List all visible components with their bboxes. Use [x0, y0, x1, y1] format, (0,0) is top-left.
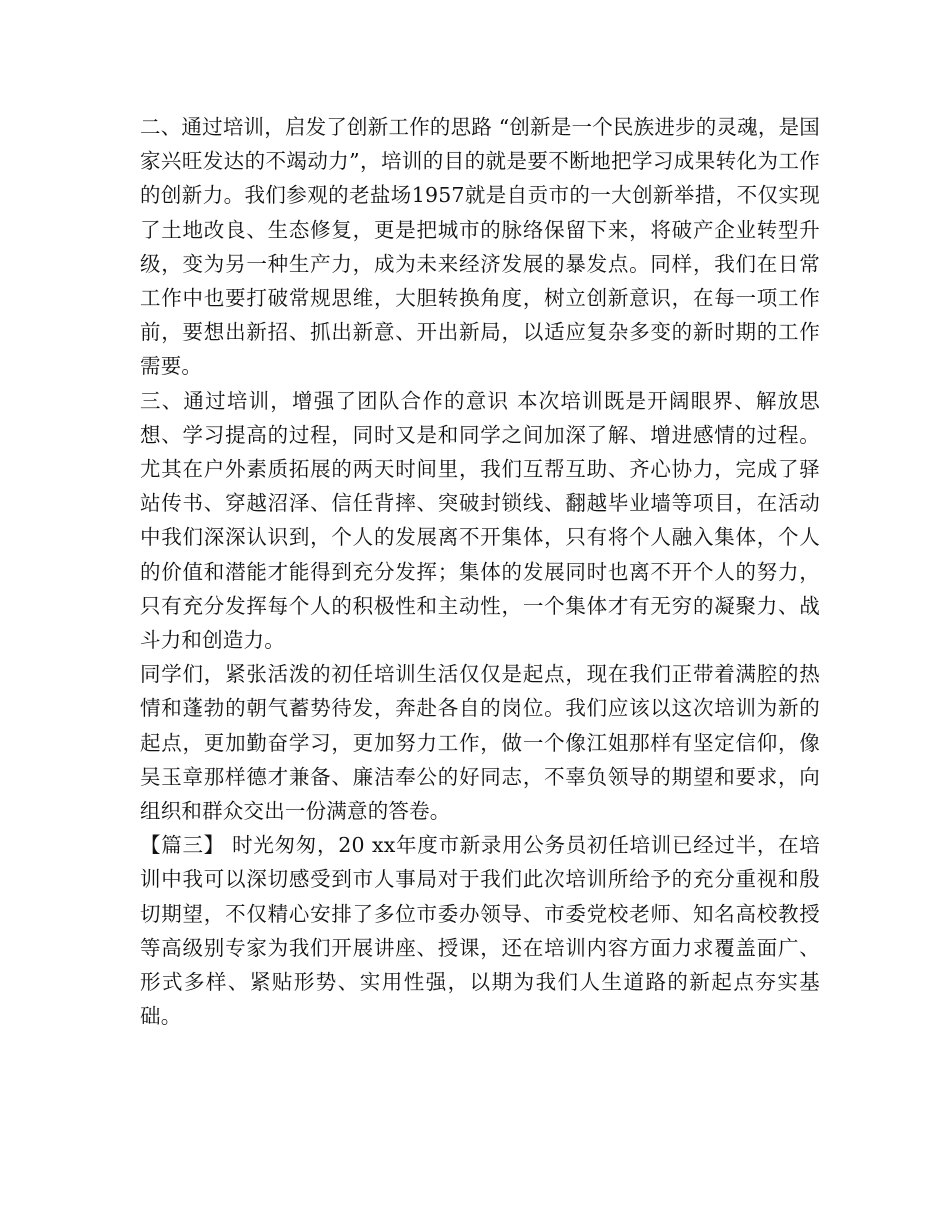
paragraph-classmates: 同学们，紧张活泼的初任培训生活仅仅是起点，现在我们正带着满腔的热情和蓬勃的朝气蓄势待发，奔赴各自的岗位。我们应该以这次培训为新的起点，更加勤奋学习，更加努力工作，做一个像江姐那样有坚定信仰，像吴玉章那样德才兼备、廉洁奉公的好同志，不辜负领导的期望和要求，向组织和群众交出一份满意的答卷。: [140, 662, 820, 824]
document-page: [140, 110, 820, 1033]
paragraph-teamwork: 三、通过培训，增强了团队合作的意识 本次培训既是开阔眼界、解放思想、学习提高的过程，同时又是和同学之间加深了解、增进感情的过程。尤其在户外素质拓展的两天时间里，我们互帮互助、齐心协力，完成了驿站传书、穿越沼泽、信任背摔、突破封锁线、翻越毕业墙等项目，在活动中我们深深认识到，个人的发展离不开集体，只有将个人融入集体，个人的价值和潜能才能得到充分发挥；集体的发展同时也离不开个人的努力，只有充分发挥每个人的积极性和主动性，一个集体才有无穷的凝聚力、战斗力和创造力。: [140, 388, 820, 653]
paragraph-part-three: 【篇三】 时光匆匆，20 xx年度市新录用公务员初任培训已经过半，在培训中我可以深切感受到市人事局对于我们此次培训所给予的充分重视和殷切期望，不仅精心安排了多位市委办领导、市委党校老师、知名高校教授等高级别专家为我们开展讲座、授课，还在培训内容方面力求覆盖面广、形式多样、紧贴形势、实用性强，以期为我们人生道路的新起点夯实基础。: [140, 833, 820, 1029]
paragraph-innovation: 二、通过培训，启发了创新工作的思路 “创新是一个民族进步的灵魂，是国家兴旺发达的不竭动力”，培训的目的就是要不断地把学习成果转化为工作的创新力。我们参观的老盐场1957就是自贡市的一大创新举措，不仅实现了土地改良、生态修复，更是把城市的脉络保留下来，将破产企业转型升级，变为另一种生产力，成为未来经济发展的暴发点。同样，我们在日常工作中也要打破常规思维，大胆转换角度，树立创新意识，在每一项工作前，要想出新招、抓出新意、开出新局，以适应复杂多变的新时期的工作需要。: [140, 115, 820, 379]
